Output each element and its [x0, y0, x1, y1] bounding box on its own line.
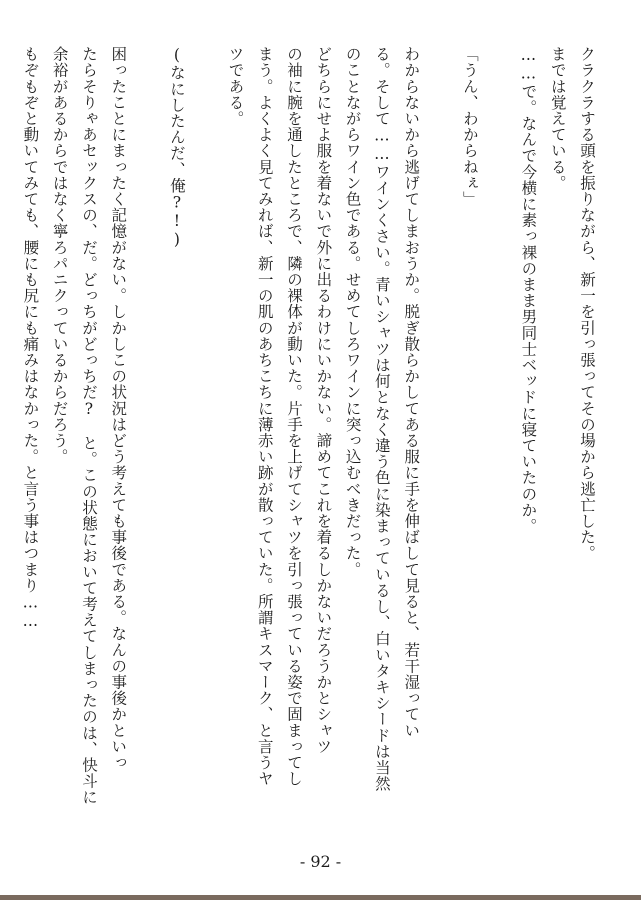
blank-line	[425, 46, 454, 826]
bottom-border	[0, 895, 641, 900]
blank-line	[484, 46, 513, 826]
text-line: ツである。	[226, 46, 245, 127]
blank-line	[132, 46, 161, 826]
text-line: どちらにせよ服を着ないで外に出るわけにいかない。諦めてこれを着るしかないだろうかとシャツ	[314, 46, 333, 755]
text-line: までは覚えている。	[548, 46, 567, 191]
blank-line	[0, 46, 15, 826]
text-line: クラクラする頭を振りながら、新一を引っ張ってその場から逃亡した。	[578, 46, 596, 562]
page-number: - 92 -	[299, 852, 342, 871]
text-line: 困ったことにまったく記憶がない。しかしこの状況はどう考えても事後である。なんの事後かといっ	[109, 46, 128, 771]
vertical-text-body	[21, 46, 601, 826]
text-line: (なにしたんだ、俺?!)	[167, 46, 186, 250]
text-line: 「うん、わからねぇ」	[460, 46, 479, 207]
text-line: のことながらワイン色である。せめてしろワインに突っ込むべきだった。	[343, 46, 362, 578]
blank-line	[191, 46, 220, 826]
text-line: 余裕があるからではなく寧ろパニクっているからだろう。	[50, 46, 69, 465]
text-line: もぞもぞと動いてみても、腰にも尻にも痛みはなかった。と言う事はつまり……	[21, 46, 40, 631]
text-line: の袖に腕を通したところで、隣の裸体が動いた。片手を上げてシャツを引っ張っている姿で固まってし	[285, 46, 304, 787]
text-line: わからないから逃げてしまおうか。脱ぎ散らかしてある服に手を伸ばして見ると、若干湿ってい	[402, 46, 421, 739]
text-line: まう。よくよく見てみれば、新一の肌のあちこちに薄赤い跡が散っていた。所謂キスマーク、と言うヤ	[255, 46, 274, 787]
text-line: たらそりゃあセックスの、だ。どっちがどっちだ? と。この状態において考えてしまったのは、快斗に	[79, 46, 98, 806]
text-line: ……で。なんで今横に素っ裸のまま男同士ベッドに寝ていたのか。	[519, 46, 538, 534]
text-line: る。そして……ワインくさい。青いシャツは何となく違う色に染まっているし、白いタキシードは当然	[372, 46, 391, 792]
